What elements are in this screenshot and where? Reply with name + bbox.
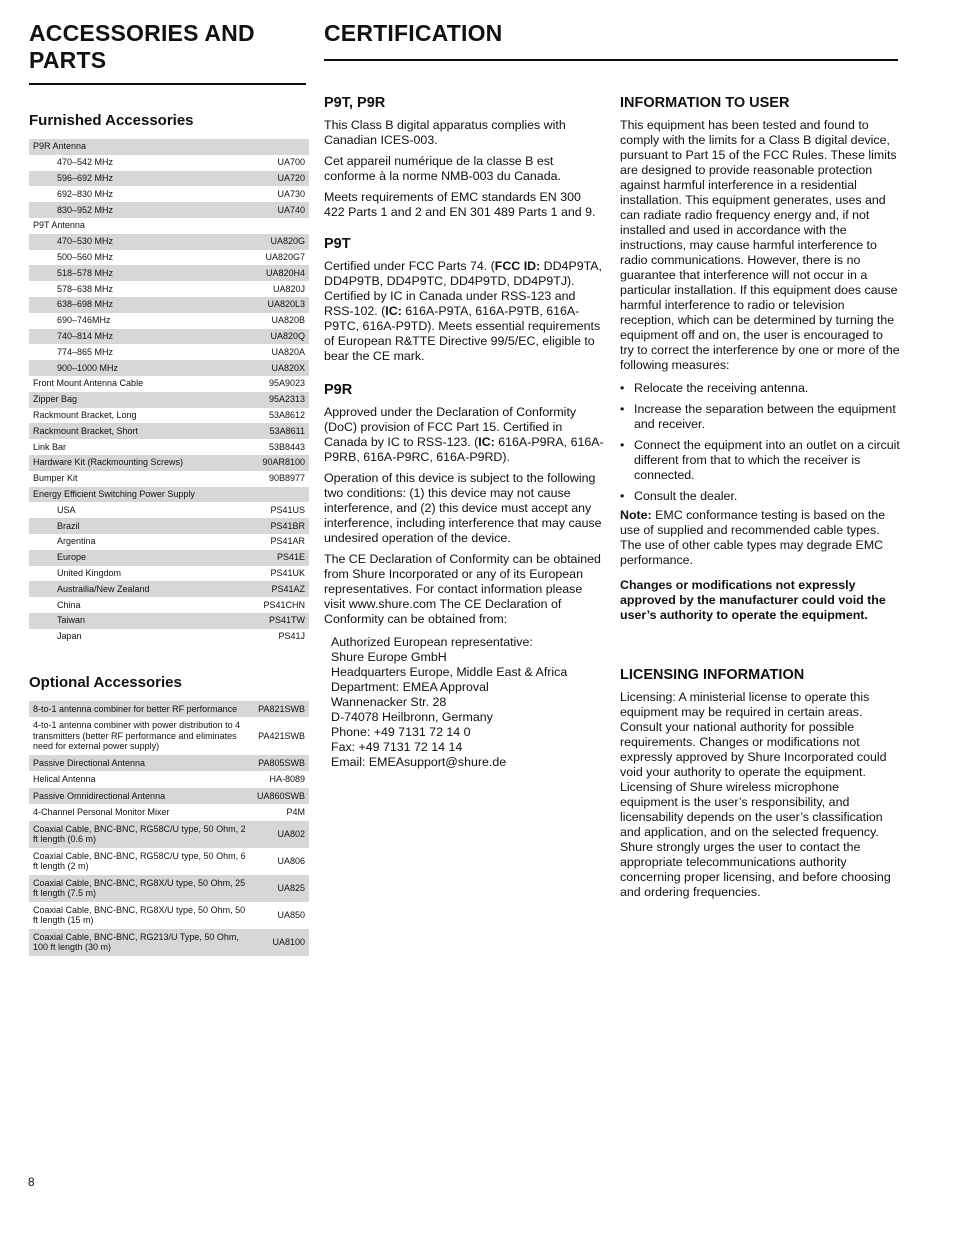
fcc-id-label: FCC ID: xyxy=(494,259,541,273)
part-number: UA820L3 xyxy=(245,297,309,313)
part-description: 8-to-1 antenna combiner for better RF performance xyxy=(29,701,253,718)
part-number: PS41US xyxy=(270,504,305,515)
table-row xyxy=(29,848,309,875)
ic-label: IC: xyxy=(385,304,402,318)
address-line: Email: EMEAsupport@shure.de xyxy=(331,755,507,769)
certification-title: CERTIFICATION xyxy=(324,20,503,46)
part-description: Passive Omnidirectional Antenna xyxy=(29,788,253,805)
part-number: 95A2313 xyxy=(245,392,309,408)
part-description: Japan xyxy=(57,631,82,642)
address-line: Shure Europe GmbH xyxy=(331,650,447,664)
p9t-text-3: 616A-P9TA, 616A-P9TB, 616A-P9TC, 616A-P9TD). Meets essential requirements of European R&TTE Directive 99/5/EC, eligible to bear the CE mark. xyxy=(324,304,601,363)
address-line: Headquarters Europe, Middle East & Africa xyxy=(331,665,568,679)
table-row xyxy=(29,360,309,376)
part-number: UA820G7 xyxy=(265,251,305,262)
p9r-text-1: Approved under the Declaration of Conformity (DoC) provision of FCC Part 15. Certified in Canada by IC to RSS-123. ( xyxy=(324,405,577,449)
address-line: Department: EMEA Approval xyxy=(331,680,489,694)
table-row xyxy=(29,518,309,534)
table-row xyxy=(29,471,309,487)
table-row xyxy=(29,423,309,439)
part-number: 53B8443 xyxy=(268,441,305,452)
bullet-icon: • xyxy=(620,489,625,503)
accessories-column xyxy=(29,20,306,956)
table-row xyxy=(29,218,309,234)
part-number: UA820X xyxy=(245,360,309,376)
part-number: UA820H4 xyxy=(245,265,309,281)
address-line: D-74078 Heilbronn, Germany xyxy=(331,710,493,724)
certification-column xyxy=(324,94,604,770)
p9r-heading: P9R xyxy=(324,382,353,398)
furnished-heading: Furnished Accessories xyxy=(29,112,194,129)
part-description: Link Bar xyxy=(33,441,67,452)
part-description: Coaxial Cable, BNC-BNC, RG8X/U type, 50 Ohm, 50 ft length (15 m) xyxy=(33,904,246,925)
part-number: UA820Q xyxy=(245,329,309,345)
table-row xyxy=(29,171,309,187)
part-description: Energy Efficient Switching Power Supply xyxy=(29,487,245,503)
part-description: 470–530 MHz xyxy=(29,234,245,250)
part-description: Brazil xyxy=(29,518,245,534)
part-number xyxy=(245,139,309,155)
p9t-p9r-heading: P9T, P9R xyxy=(324,95,386,111)
part-number: HA-8089 xyxy=(269,774,305,784)
part-number: UA700 xyxy=(277,157,305,168)
eu-representative-address xyxy=(324,635,604,770)
part-description: 690–746MHz xyxy=(57,315,111,326)
table-row xyxy=(29,265,309,281)
table-row xyxy=(29,875,309,902)
part-description: 500–560 MHz xyxy=(57,251,114,262)
p9t-heading: P9T xyxy=(324,236,351,252)
table-row xyxy=(29,439,309,455)
part-number: UA820G xyxy=(245,234,309,250)
table-row xyxy=(29,717,309,755)
table-row xyxy=(29,281,309,297)
table-row xyxy=(29,139,309,155)
table-row xyxy=(29,250,309,266)
part-number: PS41E xyxy=(245,550,309,566)
bullet-icon: • xyxy=(620,402,625,416)
address-line: Authorized European representative: xyxy=(331,635,533,649)
certification-title-block xyxy=(324,20,898,61)
part-description: Hardware Kit (Rackmounting Screws) xyxy=(29,455,245,471)
table-row xyxy=(29,929,309,956)
table-row xyxy=(29,329,309,345)
part-description: Coaxial Cable, BNC-BNC, RG8X/U type, 50 Ohm, 25 ft length (7.5 m) xyxy=(29,875,253,902)
part-number: 53A8612 xyxy=(268,409,305,420)
part-number: UA720 xyxy=(245,171,309,187)
certification-header xyxy=(324,20,898,61)
part-description: 518–578 MHz xyxy=(29,265,245,281)
part-description: 578–638 MHz xyxy=(57,283,114,294)
part-description: Zipper Bag xyxy=(29,392,245,408)
table-row xyxy=(29,629,309,645)
part-number: PA805SWB xyxy=(253,755,309,772)
note-paragraph xyxy=(620,508,900,568)
part-number: UA802 xyxy=(253,821,309,848)
part-description: P9T Antenna xyxy=(33,220,85,231)
part-description: Coaxial Cable, BNC-BNC, RG213/U Type, 50 Ohm, 100 ft length (30 m) xyxy=(29,929,253,956)
part-description: Coaxial Cable, BNC-BNC, RG58C/U type, 50 Ohm, 2 ft length (0.6 m) xyxy=(29,821,253,848)
table-row xyxy=(29,566,309,582)
part-number xyxy=(245,487,309,503)
part-number: UA806 xyxy=(277,855,305,866)
part-number: UA850 xyxy=(277,909,305,920)
part-number: 90AR8100 xyxy=(245,455,309,471)
p9r-text-2: 616A-P9RA, 616A-P9RB, 616A-P9RC, 616A-P9RD). xyxy=(324,435,604,464)
bullet-icon: • xyxy=(620,438,625,452)
part-description: Europe xyxy=(29,550,245,566)
part-description: United Kingdom xyxy=(57,567,122,578)
part-number: PS41J xyxy=(278,631,305,642)
part-description: 596–692 MHz xyxy=(29,171,245,187)
p9t-paragraph xyxy=(324,259,604,364)
part-description: Rackmount Bracket, Short xyxy=(29,423,245,439)
info-to-user-heading: INFORMATION TO USER xyxy=(620,95,790,111)
part-number: 53A8611 xyxy=(245,423,309,439)
part-number: UA740 xyxy=(245,202,309,218)
part-number: PA821SWB xyxy=(253,701,309,718)
part-description: 4-Channel Personal Monitor Mixer xyxy=(33,807,170,817)
part-description: Austrailia/New Zealand xyxy=(29,581,245,597)
part-number: PS41AZ xyxy=(245,581,309,597)
table-row xyxy=(29,771,309,788)
measures-list xyxy=(620,381,900,504)
table-row xyxy=(29,234,309,250)
table-row xyxy=(29,455,309,471)
part-description: USA xyxy=(57,504,76,515)
address-line: Fax: +49 7131 72 14 14 xyxy=(331,740,463,754)
part-number: PS41UK xyxy=(270,567,305,578)
part-number: UA730 xyxy=(277,188,305,199)
table-row xyxy=(29,804,309,821)
list-item: • Consult the dealer. xyxy=(620,489,738,503)
list-item: • Increase the separation between the equipment and receiver. xyxy=(620,402,896,431)
part-number: 90B8977 xyxy=(268,473,305,484)
page-number: 8 xyxy=(28,1175,35,1189)
part-description: Bumper Kit xyxy=(33,473,78,484)
table-row xyxy=(29,534,309,550)
part-number: UA820A xyxy=(271,346,305,357)
bullet-icon: • xyxy=(620,381,625,395)
emc-paragraph: Meets requirements of EMC standards EN 300 422 Parts 1 and 2 and EN 301 489 Parts 1 and 9. xyxy=(324,190,596,219)
accessories-title-block xyxy=(29,20,306,85)
table-row xyxy=(29,376,309,392)
part-description: 900–1000 MHz xyxy=(29,360,245,376)
table-row xyxy=(29,581,309,597)
table-row xyxy=(29,392,309,408)
part-number: UA860SWB xyxy=(253,788,309,805)
address-line: Phone: +49 7131 72 14 0 xyxy=(331,725,471,739)
licensing-heading: LICENSING INFORMATION xyxy=(620,667,805,683)
table-row xyxy=(29,344,309,360)
part-number: 95A9023 xyxy=(268,378,305,389)
licensing-paragraph: Licensing: A ministerial license to operate this equipment may be required in certain areas. Consult your national authority for possible requirements. Changes or modifications not expressly approved by Shure Incorporated could void your authority to operate the equipment. Licensing of Shure wireless microphone equipment is the user’s responsibility, and licensability depends on the user’s classification and application, and on the selected frequency. Shure strongly urges the user to contact the appropriate telecommunications authority concerning proper licensing, and before choosing and ordering frequencies. xyxy=(620,690,891,899)
table-row xyxy=(29,613,309,629)
info-paragraph: This equipment has been tested and found to comply with the limits for a Class B digital device, pursuant to Part 15 of the FCC Rules. These limits are designed to provide reasonable protection against harmful interference in a residential installation. This equipment generates, uses and can radiate radio frequency energy and, if not installed and used in accordance with the instructions, may cause harmful interference to radio communications. However, there is no guarantee that interference will not occur in a particular installation. If this equipment does cause harmful interference to radio or television reception, which can be determined by turning the equipment off and on, the user is encouraged to try to correct the interference by one or more of the following measures: xyxy=(620,118,900,372)
part-description: 470–542 MHz xyxy=(57,157,114,168)
part-number: PS41CHN xyxy=(263,599,305,610)
part-description: China xyxy=(57,599,81,610)
address-line: Wannenacker Str. 28 xyxy=(331,695,447,709)
part-number: P4M xyxy=(286,807,305,817)
accessories-title: ACCESSORIES AND PARTS xyxy=(29,20,255,73)
warning-paragraph: Changes or modifications not expressly approved by the manufacturer could void the user’s authority to operate the equipment. xyxy=(620,578,886,622)
part-description: 638–698 MHz xyxy=(29,297,245,313)
part-number: UA820J xyxy=(272,283,305,294)
table-row xyxy=(29,297,309,313)
part-description: Passive Directional Antenna xyxy=(29,755,253,772)
p9r-paragraph xyxy=(324,405,604,465)
nmb-paragraph: Cet appareil numérique de la classe B est conforme à la norme NMB-003 du Canada. xyxy=(324,154,561,183)
table-row xyxy=(29,408,309,424)
part-number: UA825 xyxy=(253,875,309,902)
table-row xyxy=(29,487,309,503)
part-number: PS41BR xyxy=(245,518,309,534)
part-number: PA421SWB xyxy=(258,730,305,741)
part-description: Argentina xyxy=(57,536,96,547)
part-description: Front Mount Antenna Cable xyxy=(33,378,144,389)
table-row xyxy=(29,202,309,218)
table-row xyxy=(29,902,309,929)
part-number: PS41TW xyxy=(245,613,309,629)
note-text: EMC conformance testing is based on the use of supplied and recommended cable types. The use of other cable types may degrade EMC performance. xyxy=(620,508,886,567)
p9t-text-1: Certified under FCC Parts 74. ( xyxy=(324,259,495,273)
table-row xyxy=(29,821,309,848)
part-number xyxy=(245,218,309,234)
part-description: 4-to-1 antenna combiner with power distribution to 4 transmitters (better RF performance and eliminates need for external power supply) xyxy=(33,720,241,751)
part-number: UA8100 xyxy=(253,929,309,956)
part-description: Helical Antenna xyxy=(33,774,96,784)
optional-heading: Optional Accessories xyxy=(29,673,182,691)
part-description: 692–830 MHz xyxy=(57,188,114,199)
list-item: • Connect the equipment into an outlet on a circuit different from that to which the receiver is connected. xyxy=(620,438,900,482)
table-row xyxy=(29,186,309,202)
note-label: Note: xyxy=(620,508,652,522)
part-number: UA820B xyxy=(271,315,305,326)
table-row xyxy=(29,788,309,805)
part-description: Taiwan xyxy=(29,613,245,629)
part-description: 830–952 MHz xyxy=(29,202,245,218)
table-row xyxy=(29,313,309,329)
optional-table xyxy=(29,701,309,956)
table-row xyxy=(29,701,309,718)
part-description: P9R Antenna xyxy=(29,139,245,155)
furnished-table xyxy=(29,139,309,645)
part-number: PS41AR xyxy=(270,536,305,547)
list-item: • Relocate the receiving antenna. xyxy=(620,381,809,395)
ices-paragraph: This Class B digital apparatus complies with Canadian ICES-003. xyxy=(324,118,566,147)
part-description: Rackmount Bracket, Long xyxy=(33,409,137,420)
table-row xyxy=(29,755,309,772)
conditions-paragraph: Operation of this device is subject to the following two conditions: (1) this device may not cause interference, and (2) this device must accept any interference, including interference that may cause undesired operation of the device. xyxy=(324,471,602,545)
table-row xyxy=(29,597,309,613)
part-description: Coaxial Cable, BNC-BNC, RG58C/U type, 50 Ohm, 6 ft length (2 m) xyxy=(33,850,246,871)
table-row xyxy=(29,550,309,566)
p9t-text-2: DD4P9TA, DD4P9TB, DD4P9TC, DD4P9TD, DD4P9TJ). Certified by IC in Canada under RSS-123 and RSS-102. ( xyxy=(324,259,602,318)
part-description: 740–814 MHz xyxy=(29,329,245,345)
information-column xyxy=(620,94,900,906)
table-row xyxy=(29,155,309,171)
part-description: 774–865 MHz xyxy=(57,346,114,357)
ic-label: IC: xyxy=(478,435,495,449)
ce-declaration-paragraph: The CE Declaration of Conformity can be obtained from Shure Incorporated or any of its European representatives. For contact information please visit www.shure.com The CE Declaration of Conformity can be obtained from: xyxy=(324,552,601,626)
table-row xyxy=(29,502,309,518)
